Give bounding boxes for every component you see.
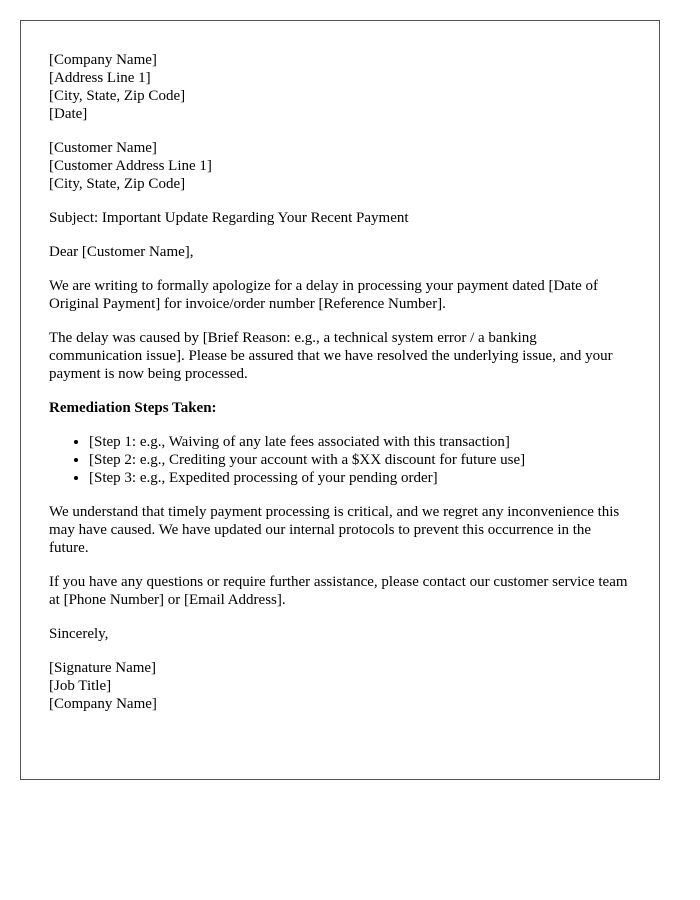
body-paragraph-contact: If you have any questions or require further assistance, please contact our customer service team at [Phone Number] or [Email Address].	[49, 574, 628, 608]
remediation-step: • [Step 2: e.g., Crediting your account with a $XX discount for future use]	[89, 451, 631, 469]
sender-address-line: [Address Line 1]	[49, 70, 151, 86]
sender-company: [Company Name]	[49, 52, 157, 68]
recipient-address-line: [Customer Address Line 1]	[49, 158, 212, 174]
closing: Sincerely,	[49, 626, 109, 642]
body-paragraph-understanding: We understand that timely payment processing is critical, and we regret any inconvenience this may have caused. We have updated our internal protocols to prevent this occurrence in the future.	[49, 504, 620, 556]
remediation-step: • [Step 1: e.g., Waiving of any late fees associated with this transaction]	[89, 433, 631, 451]
recipient-name: [Customer Name]	[49, 140, 157, 156]
letter-page	[20, 20, 660, 780]
signature-job-title: [Job Title]	[49, 678, 112, 694]
subject-line: Subject: Important Update Regarding Your Recent Payment	[49, 210, 409, 226]
sender-city-state-zip: [City, State, Zip Code]	[49, 88, 186, 104]
remediation-heading: Remediation Steps Taken:	[49, 400, 217, 416]
body-paragraph-apology: We are writing to formally apologize for a delay in processing your payment dated [Date of Original Payment] for invoice/order number [Reference Number].	[49, 278, 599, 312]
signature-company: [Company Name]	[49, 696, 157, 712]
signature-name: [Signature Name]	[49, 660, 157, 676]
letter-date: [Date]	[49, 106, 88, 122]
signature-block	[49, 659, 631, 713]
recipient-city-state-zip: [City, State, Zip Code]	[49, 176, 186, 192]
body-paragraph-reason: The delay was caused by [Brief Reason: e.g., a technical system error / a banking communication issue]. Please be assured that we have resolved the underlying issue, and your payment is now being processed.	[49, 330, 613, 382]
sender-address-block	[49, 51, 631, 123]
remediation-step: • [Step 3: e.g., Expedited processing of your pending order]	[89, 469, 631, 487]
salutation: Dear [Customer Name],	[49, 244, 194, 260]
recipient-address-block	[49, 139, 631, 193]
remediation-steps-list	[49, 433, 631, 487]
